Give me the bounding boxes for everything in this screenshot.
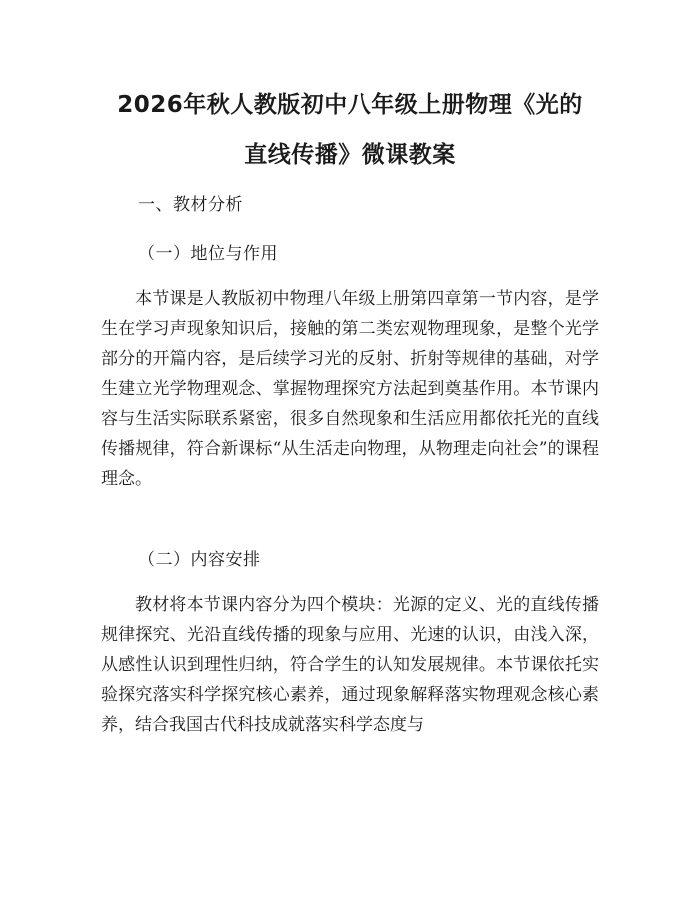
section-heading-textbook-analysis: 一、教材分析: [138, 195, 243, 215]
document-title-line-2: 直线传播》微课教案: [244, 142, 456, 168]
paragraph-content-arrangement: 教材将本节课内容分为四个模块：光源的定义、光的直线传播规律探究、光沿直线传播的现象与应用、光速的认识，由浅入深，从感性认识到理性归纳，符合学生的认知发展规律。本节课依托实验探究落实科学探究核心素养，通过现象解释落实物理观念核心素养，结合我国古代科技成就落实科学态度与: [101, 595, 599, 735]
subsection-heading-position-role: （一）地位与作用: [138, 244, 278, 264]
document-title-line-1: 2026年秋人教版初中八年级上册物理《光的: [117, 92, 583, 118]
paragraph-position-role: 本节课是人教版初中物理八年级上册第四章第一节内容，是学生在学习声现象知识后，接触的第二类宏观物理现象，是整个光学部分的开篇内容，是后续学习光的反射、折射等规律的基础，对学生建立光学物理观念、掌握物理探究方法起到奠基作用。本节课内容与生活实际联系紧密，很多自然现象和生活应用都依托光的直线传播规律，符合新课标“从生活走向物理，从物理走向社会”的课程理念。: [101, 289, 599, 489]
subsection-heading-content-arrangement: （二）内容安排: [138, 550, 261, 570]
